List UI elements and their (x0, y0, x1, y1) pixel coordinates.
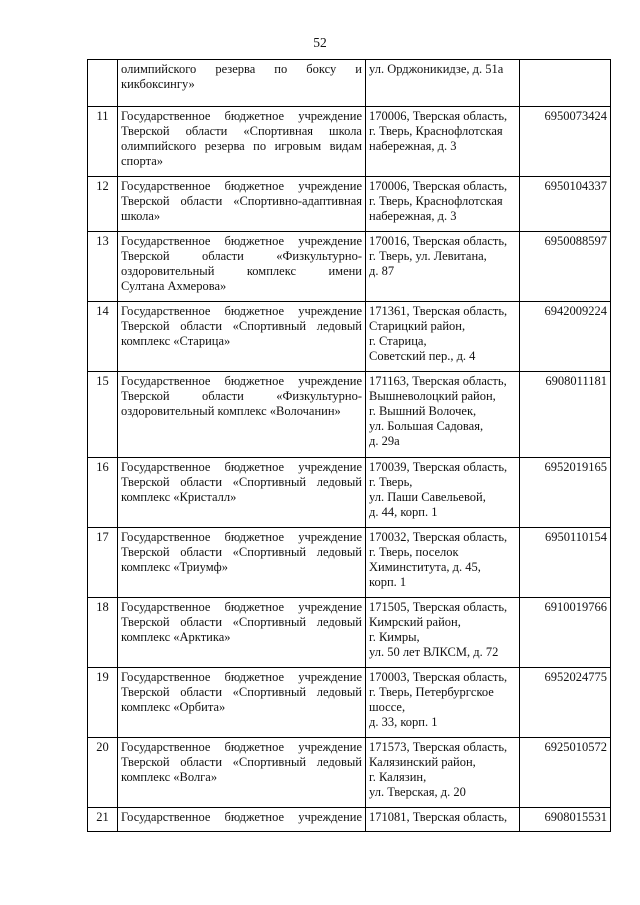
inn-code: 6910019766 (520, 598, 611, 668)
address-line: набережная, д. 3 (369, 139, 457, 153)
name-line: Тверской области «Физкультурно- (121, 389, 362, 403)
address-line: ул. 50 лет ВЛКСМ, д. 72 (369, 645, 499, 659)
institution-address (366, 177, 520, 232)
institution-address (366, 668, 520, 738)
name-line: Тверской области «Спортивный ледовый (121, 319, 362, 333)
name-line: Государственное бюджетное учреждение (121, 670, 362, 684)
name-line: Тверской области «Спортивный ледовый (121, 755, 362, 769)
institution-name (118, 528, 366, 598)
address-line: г. Тверь, Краснофлотская (369, 194, 503, 208)
address-line: 171573, Тверская область, (369, 740, 508, 754)
address-line: 170039, Тверская область, (369, 460, 508, 474)
table-row (88, 808, 611, 832)
row-number: 15 (88, 372, 118, 458)
address-line: г. Тверь, Краснофлотская (369, 124, 503, 138)
address-line: Калязинский район, (369, 755, 476, 769)
address-line: Старицкий район, (369, 319, 466, 333)
address-line: шоссе, (369, 700, 406, 714)
institution-name (118, 598, 366, 668)
address-line: г. Тверь, поселок (369, 545, 459, 559)
name-line: комплекс «Арктика» (121, 630, 231, 644)
name-line: Государственное бюджетное учреждение (121, 810, 362, 824)
address-line: г. Калязин, (369, 770, 427, 784)
row-number: 14 (88, 302, 118, 372)
name-line: Тверской области «Спортивная школа (121, 124, 362, 138)
institution-address (366, 107, 520, 177)
name-line: Государственное бюджетное учреждение (121, 740, 362, 754)
inn-code: 6908011181 (520, 372, 611, 458)
institution-address (366, 598, 520, 668)
address-line: ул. Паши Савельевой, (369, 490, 486, 504)
inn-code: 6950104337 (520, 177, 611, 232)
address-line: г. Тверь, Петербургское (369, 685, 494, 699)
table-row (88, 668, 611, 738)
name-line: Тверской области «Спортивный ледовый (121, 475, 362, 489)
inn-code: 6952019165 (520, 458, 611, 528)
name-line: Тверской области «Спортивный ледовый (121, 545, 362, 559)
table-row (88, 107, 611, 177)
address-line: ул. Орджоникидзе, д. 51а (369, 62, 504, 76)
page-number: 52 (313, 35, 327, 50)
institution-name (118, 458, 366, 528)
table-row (88, 232, 611, 302)
address-line: 171163, Тверская область, (369, 374, 507, 388)
table-row (88, 528, 611, 598)
inn-code: 6908015531 (520, 808, 611, 832)
name-line: Государственное бюджетное учреждение (121, 374, 362, 388)
row-number: 17 (88, 528, 118, 598)
name-line: оздоровительный комплекс имени (121, 264, 362, 278)
inn-code: 6925010572 (520, 738, 611, 808)
table-row (88, 177, 611, 232)
name-line: спорта» (121, 154, 163, 168)
institution-name (118, 232, 366, 302)
institution-name (118, 177, 366, 232)
inn-code: 6950110154 (520, 528, 611, 598)
name-line: комплекс «Старица» (121, 334, 231, 348)
name-line: Тверской области «Спортивный ледовый (121, 615, 362, 629)
row-number: 21 (88, 808, 118, 832)
name-line: Государственное бюджетное учреждение (121, 530, 362, 544)
name-line: Тверской области «Физкультурно- (121, 249, 362, 263)
inn-code: 6950073424 (520, 107, 611, 177)
inn-code: 6950088597 (520, 232, 611, 302)
row-number (88, 60, 118, 107)
row-number: 18 (88, 598, 118, 668)
table-row (88, 302, 611, 372)
row-number: 13 (88, 232, 118, 302)
institution-address (366, 372, 520, 458)
institution-name (118, 808, 366, 832)
inn-code (520, 60, 611, 107)
name-line: Тверской области «Спортивно-адаптивная (121, 194, 362, 208)
address-line: корп. 1 (369, 575, 407, 589)
address-line: г. Кимры, (369, 630, 420, 644)
address-line: ул. Большая Садовая, (369, 419, 484, 433)
address-line: Химинститута, д. 45, (369, 560, 481, 574)
address-line: д. 44, корп. 1 (369, 505, 438, 519)
institution-name (118, 668, 366, 738)
name-line: олимпийского резерва по боксу и (121, 62, 362, 76)
name-line: кикбоксингу» (121, 77, 195, 91)
name-line: Государственное бюджетное учреждение (121, 460, 362, 474)
row-number: 16 (88, 458, 118, 528)
table-row (88, 738, 611, 808)
row-number: 11 (88, 107, 118, 177)
address-line: Советский пер., д. 4 (369, 349, 476, 363)
address-line: д. 29а (369, 434, 400, 448)
name-line: Государственное бюджетное учреждение (121, 109, 362, 123)
name-line: комплекс «Волга» (121, 770, 218, 784)
address-line: г. Тверь, ул. Левитана, (369, 249, 487, 263)
address-line: 171361, Тверская область, (369, 304, 508, 318)
address-line: 171081, Тверская область, (369, 810, 508, 824)
name-line: комплекс «Триумф» (121, 560, 228, 574)
name-line: Государственное бюджетное учреждение (121, 304, 362, 318)
name-line: школа» (121, 209, 161, 223)
address-line: Кимрский район, (369, 615, 461, 629)
name-line: Государственное бюджетное учреждение (121, 179, 362, 193)
institution-address (366, 60, 520, 107)
name-line: олимпийского резерва по игровым видам (121, 139, 362, 153)
address-line: 171505, Тверская область, (369, 600, 508, 614)
inn-code: 6952024775 (520, 668, 611, 738)
table-row (88, 60, 611, 107)
institution-address (366, 528, 520, 598)
name-line: комплекс «Орбита» (121, 700, 226, 714)
address-line: 170016, Тверская область, (369, 234, 508, 248)
address-line: 170006, Тверская область, (369, 109, 508, 123)
table-row (88, 458, 611, 528)
address-line: д. 33, корп. 1 (369, 715, 438, 729)
name-line: Султана Ахмерова» (121, 279, 227, 293)
address-line: г. Вышний Волочек, (369, 404, 477, 418)
address-line: 170006, Тверская область, (369, 179, 508, 193)
name-line: оздоровительный комплекс «Волочанин» (121, 404, 341, 418)
table-body (88, 60, 611, 832)
row-number: 12 (88, 177, 118, 232)
institution-address (366, 302, 520, 372)
name-line: Тверской области «Спортивный ледовый (121, 685, 362, 699)
name-line: Государственное бюджетное учреждение (121, 234, 362, 248)
institution-address (366, 232, 520, 302)
name-line: комплекс «Кристалл» (121, 490, 237, 504)
institution-address (366, 808, 520, 832)
institution-address (366, 738, 520, 808)
address-line: г. Старица, (369, 334, 427, 348)
table-row (88, 598, 611, 668)
table-row (88, 372, 611, 458)
institutions-table (87, 59, 611, 832)
institution-name (118, 107, 366, 177)
institution-name (118, 60, 366, 107)
institution-name (118, 372, 366, 458)
inn-code: 6942009224 (520, 302, 611, 372)
address-line: Вышневолоцкий район, (369, 389, 496, 403)
institution-name (118, 302, 366, 372)
address-line: набережная, д. 3 (369, 209, 457, 223)
address-line: 170032, Тверская область, (369, 530, 508, 544)
institution-address (366, 458, 520, 528)
address-line: ул. Тверская, д. 20 (369, 785, 466, 799)
row-number: 19 (88, 668, 118, 738)
address-line: г. Тверь, (369, 475, 413, 489)
row-number: 20 (88, 738, 118, 808)
address-line: 170003, Тверская область, (369, 670, 508, 684)
address-line: д. 87 (369, 264, 395, 278)
name-line: Государственное бюджетное учреждение (121, 600, 362, 614)
institution-name (118, 738, 366, 808)
